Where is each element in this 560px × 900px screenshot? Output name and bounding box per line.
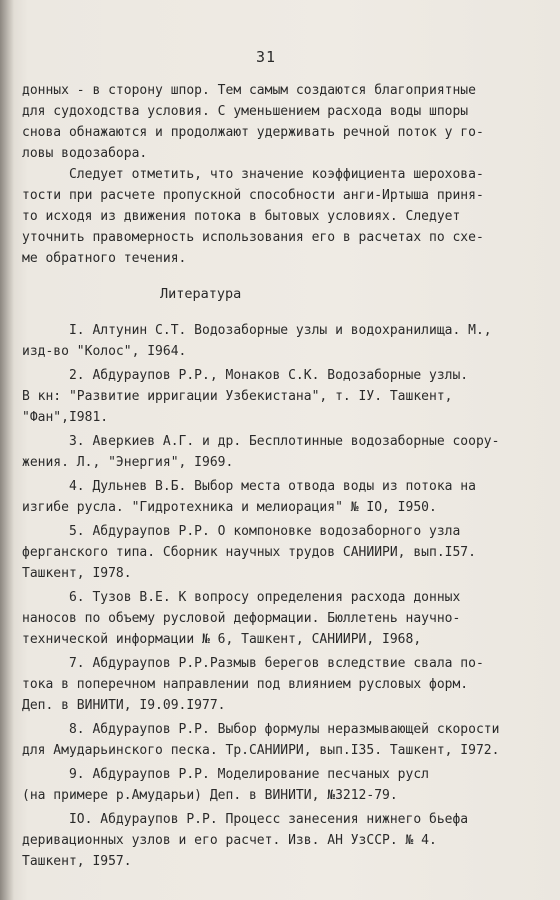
reference-line: I. Алтунин С.Т. Водозаборные узлы и водохранилища. М., (22, 323, 492, 338)
reference-item (22, 521, 542, 584)
reference-line: изд-во "Колос", I964. (22, 344, 187, 359)
body-line: ловы водозабора. (22, 146, 148, 161)
reference-line: ферганского типа. Сборник научных трудов САНИИРИ, вып.I57. (22, 545, 476, 560)
reference-line: IO. Абдураупов Р.Р. Процесс занесения нижнего бьефа (22, 812, 469, 827)
reference-line: 5. Абдураупов Р.Р. О компоновке водозаборного узла (22, 524, 461, 539)
reference-line: тока в поперечном направлении под влиянием русловых форм. (22, 677, 469, 692)
reference-line: (на примере р.Амударьи) Деп. в ВИНИТИ, №3212-79. (22, 788, 398, 803)
reference-item (22, 587, 542, 650)
reference-line: Ташкент, I978. (22, 566, 132, 581)
reference-item (22, 365, 542, 428)
body-line: уточнить правомерность использования его в расчетах по схе- (22, 230, 484, 245)
reference-line: изгибе русла. "Гидротехника и мелиорация" № IO, I950. (22, 500, 437, 515)
page-binding-edge (0, 0, 14, 900)
reference-line: 6. Тузов В.Е. К вопросу определения расхода донных (22, 590, 461, 605)
reference-item (22, 764, 542, 806)
reference-item (22, 476, 542, 518)
reference-line: Ташкент, I957. (22, 854, 132, 869)
reference-line: жения. Л., "Энергия", I969. (22, 455, 234, 470)
body-line: снова обнажаются и продолжают удерживать речной поток у го- (22, 125, 484, 140)
reference-line: "Фан",I981. (22, 410, 109, 425)
reference-line: В кн: "Развитие ирригации Узбекистана", т. IУ. Ташкент, (22, 389, 453, 404)
reference-line: 9. Абдураупов Р.Р. Моделирование песчаных русл (22, 767, 429, 782)
body-line: Следует отметить, что значение коэффициента шероховa- (22, 167, 484, 182)
body-paragraphs (22, 80, 542, 269)
body-line: донных - в сторону шпор. Тем самым создаются благоприятные (22, 83, 476, 98)
reference-line: 8. Абдураупов Р.Р. Выбор формулы неразмывающей скорости (22, 722, 500, 737)
reference-item (22, 809, 542, 872)
reference-line: 3. Аверкиев А.Г. и др. Бесплотинные водозаборные соору- (22, 434, 500, 449)
page-number: 31 (256, 48, 277, 66)
body-line: тости при расчете пропускной способности анги-Иртыша приня- (22, 188, 484, 203)
body-line: ме обратного течения. (22, 251, 187, 266)
reference-item (22, 653, 542, 716)
reference-line: 2. Абдураупов Р.Р., Монаков С.К. Водозаборные узлы. (22, 368, 469, 383)
body-line: то исходя из движения потока в бытовых условиях. Следует (22, 209, 461, 224)
reference-line: технической информации № 6, Ташкент, САНИИРИ, I968, (22, 632, 422, 647)
reference-line: Деп. в ВИНИТИ, I9.09.I977. (22, 698, 226, 713)
reference-line: наносов по объему русловой деформации. Бюллетень научно- (22, 611, 461, 626)
reference-item (22, 431, 542, 473)
reference-line: 4. Дульнев В.Б. Выбор места отвода воды из потока на (22, 479, 476, 494)
reference-line: деривационных узлов и его расчет. Изв. АН УзССР. № 4. (22, 833, 437, 848)
reference-item (22, 320, 542, 362)
body-line: для судоходства условия. С уменьшением расхода воды шпоры (22, 104, 469, 119)
reference-line: для Амударьинского песка. Тр.САНИИРИ, вып.I35. Ташкент, I972. (22, 743, 500, 758)
reference-list (22, 320, 542, 875)
reference-item (22, 719, 542, 761)
literature-heading: Литература (160, 286, 242, 302)
reference-line: 7. Абдураупов Р.Р.Размыв берегов вследствие свала по- (22, 656, 484, 671)
